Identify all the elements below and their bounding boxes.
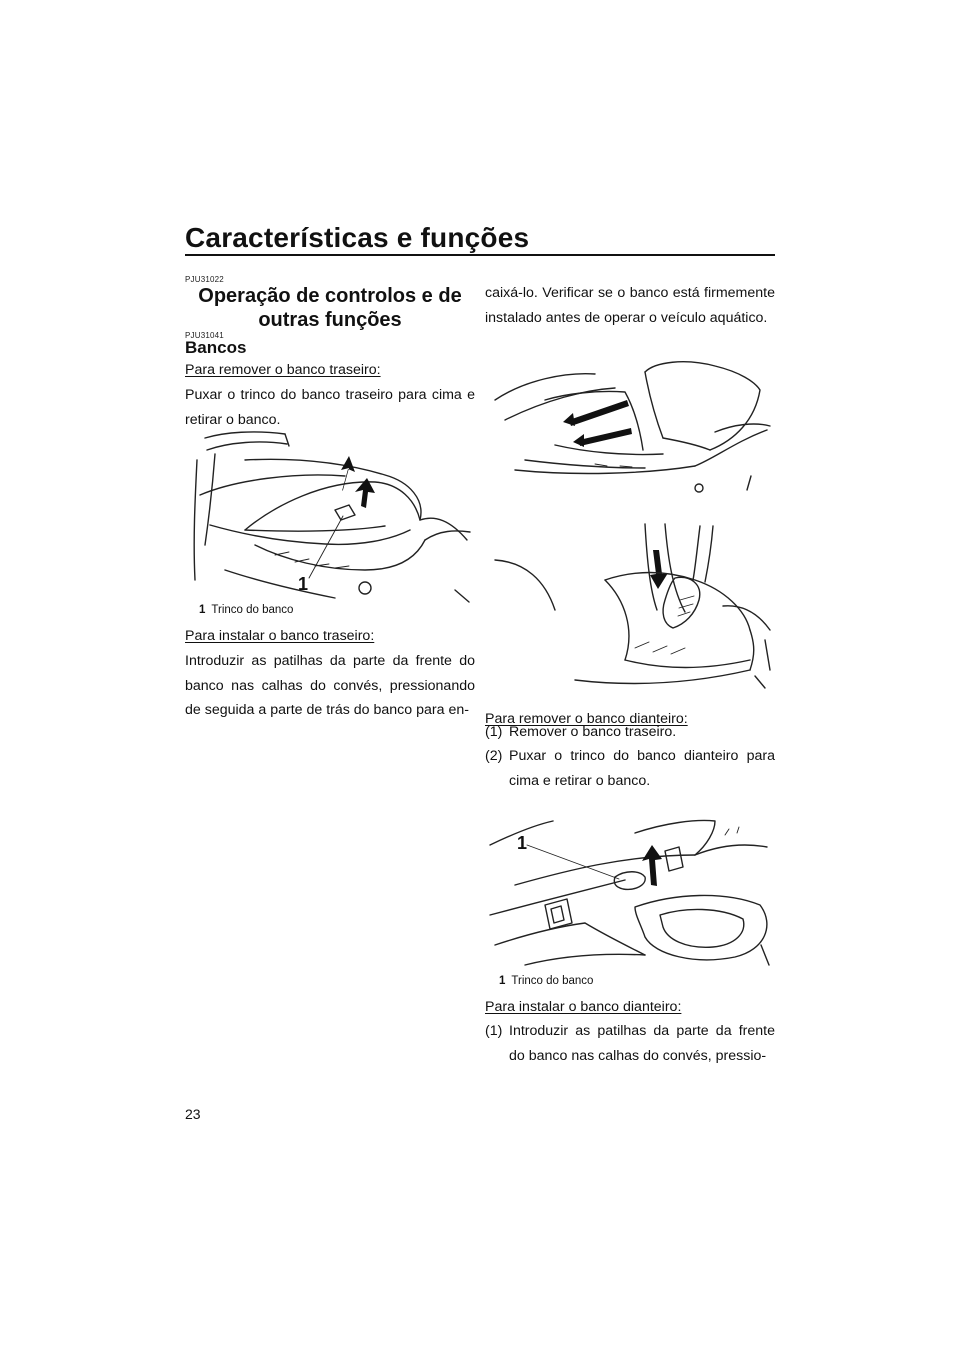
install-rear-continued: caixá-lo. Verificar se o banco está firmemente instalado antes de operar o veículo aquático. — [485, 285, 775, 326]
figure1-caption-number: 1 — [199, 604, 206, 616]
figure1-callout: 1 — [298, 574, 309, 594]
remove-front-step-1 — [485, 720, 775, 746]
install-rear-text: Introduzir as patilhas da parte da frente do banco nas calhas do convés, pressionando de seguida a parte de trás do banco para en- — [185, 653, 475, 718]
section-title — [185, 284, 475, 332]
remove-front-step-2 — [485, 744, 775, 794]
remove-rear-heading: Para remover o banco traseiro: — [185, 362, 381, 378]
section-title-line1: Operação de controlos e de — [198, 285, 462, 307]
step-number: (2) — [485, 748, 503, 764]
figure4-caption — [499, 975, 593, 987]
step-number: (1) — [485, 724, 503, 740]
install-front-heading: Para instalar o banco dianteiro: — [485, 999, 682, 1015]
install-front-step-1 — [485, 1019, 775, 1069]
figure-pressing-rear-seat — [485, 520, 775, 700]
figure-rear-seat-rails — [485, 360, 775, 495]
figure-front-seat-latch — [485, 815, 775, 975]
subsection-code: PJU31041 — [185, 331, 224, 340]
remove-front-heading: Para remover o banco dianteiro: — [485, 711, 688, 727]
subsection-title: Bancos — [185, 338, 247, 357]
step-number: (1) — [485, 1023, 503, 1039]
step-text: Puxar o trinco do banco dianteiro para cima e retirar o banco. — [509, 748, 775, 789]
section-code: PJU31022 — [185, 275, 224, 284]
page-header-title: Características e funções — [185, 222, 530, 253]
page-number: 23 — [185, 1106, 201, 1122]
figure4-caption-text: Trinco do banco — [511, 975, 594, 987]
section-title-line2: outras funções — [258, 309, 402, 331]
header-rule — [185, 254, 775, 256]
figure4-caption-number: 1 — [499, 975, 506, 987]
figure-rear-seat-latch — [185, 420, 475, 620]
figure1-caption — [199, 604, 293, 616]
install-rear-heading: Para instalar o banco traseiro: — [185, 628, 375, 644]
figure1-caption-text: Trinco do banco — [211, 604, 294, 616]
step-text: Remover o banco traseiro. — [509, 724, 677, 740]
remove-rear-text: Puxar o trinco do banco traseiro para cima e retirar o banco. — [185, 387, 475, 428]
figure4-callout: 1 — [517, 833, 528, 853]
step-text: Introduzir as patilhas da parte da frente do banco nas calhas do convés, pressio- — [509, 1023, 775, 1064]
